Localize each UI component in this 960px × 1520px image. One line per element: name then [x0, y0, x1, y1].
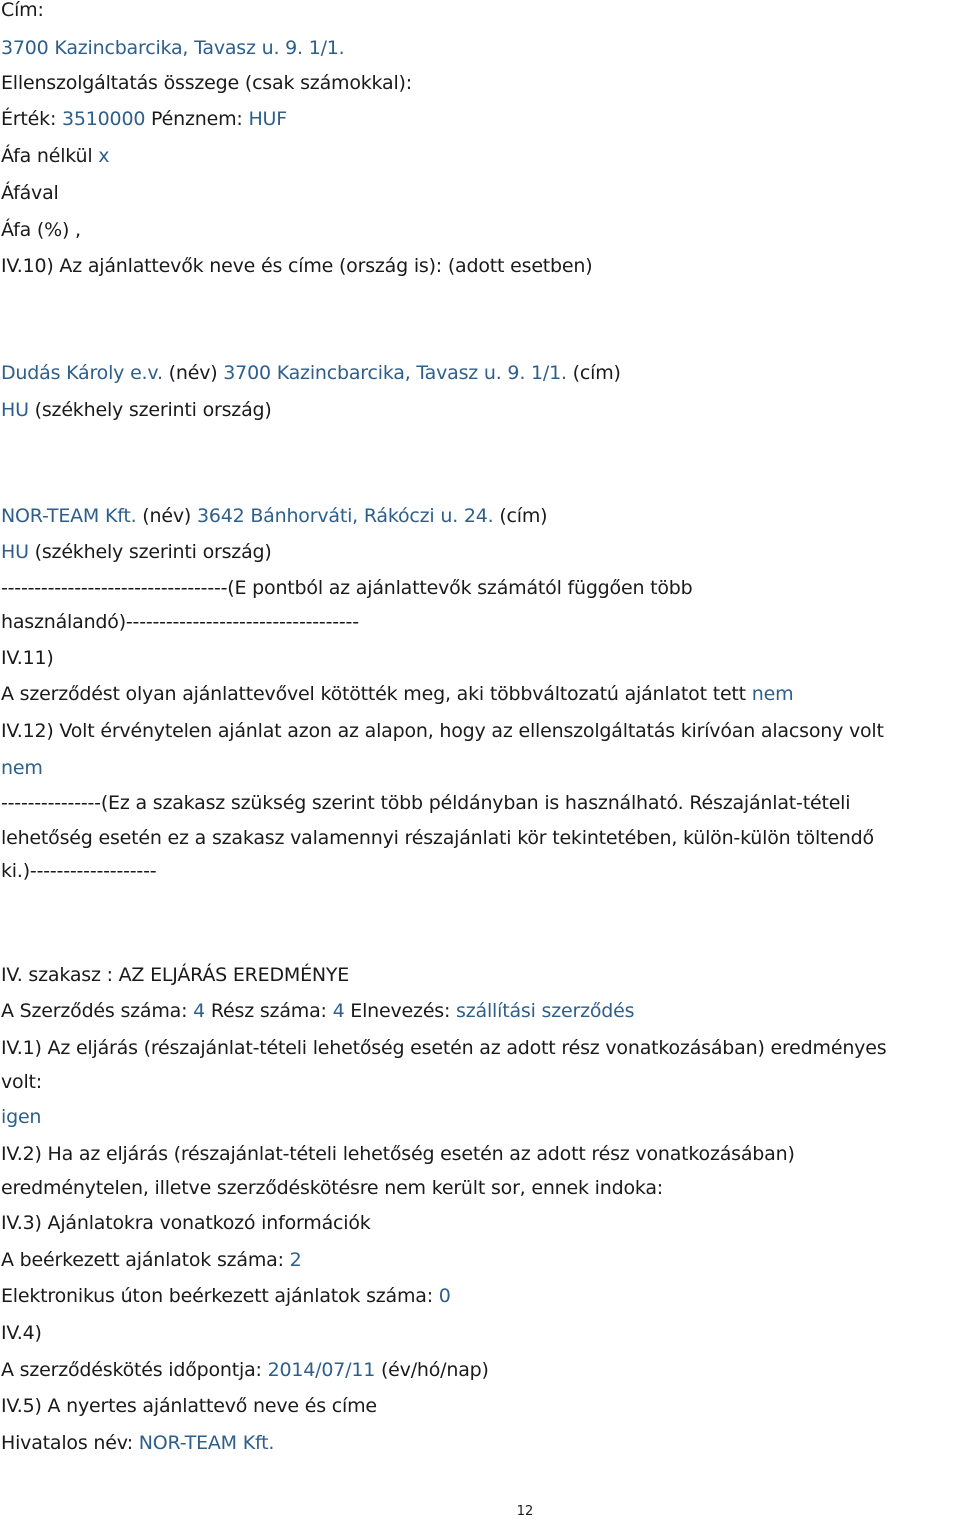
- bidder-1-name-address: Dudás Károly e.v. (név) 3700 Kazincbarcika, Tavasz u. 9. 1/1. (cím): [1, 362, 621, 384]
- page-number: 12: [516, 1504, 534, 1519]
- vat-percent-line: Áfa (%) ,: [1, 219, 81, 241]
- section-note-line-2: lehetőség esetén ez a szakasz valamennyi részajánlati kör tekintetében, külön-külön töltendő: [1, 827, 874, 849]
- section-iv-title: IV. szakasz : AZ ELJÁRÁS EREDMÉNYE: [1, 964, 350, 986]
- consideration-heading: Ellenszolgáltatás összege (csak számokkal):: [1, 72, 412, 94]
- section-iv1-line-1: IV.1) Az eljárás (részajánlat-tételi lehetőség esetén az adott rész vonatkozásában) eredményes: [1, 1037, 887, 1059]
- contract-date-line: A szerződéskötés időpontja: 2014/07/11 (év/hó/nap): [1, 1359, 489, 1381]
- bidder-2-name-address: NOR-TEAM Kft. (név) 3642 Bánhorváti, Rákóczi u. 24. (cím): [1, 505, 548, 527]
- bidder-2-country: HU (székhely szerinti ország): [1, 541, 272, 563]
- section-note-line-1: ---------------(Ez a szakasz szükség szerint több példányban is használható. Részajánlat-tételi: [1, 792, 851, 814]
- section-iv1-answer: igen: [1, 1106, 42, 1128]
- contract-number-line: A Szerződés száma: 4 Rész száma: 4 Elnevezés: szállítási szerződés: [1, 1000, 635, 1022]
- repeat-note-line-1: ----------------------------------(E pontból az ajánlattevők számától függően több: [1, 577, 693, 599]
- address-value: 3700 Kazincbarcika, Tavasz u. 9. 1/1.: [1, 37, 345, 59]
- vat-included-line: Áfával: [1, 182, 59, 204]
- bidder-1-country: HU (székhely szerinti ország): [1, 399, 272, 421]
- section-iv12-heading: IV.12) Volt érvénytelen ajánlat azon az alapon, hogy az ellenszolgáltatás kirívóan alacsony volt: [1, 720, 884, 742]
- variant-offer-line: A szerződést olyan ajánlattevővel kötötték meg, aki többváltozatú ajánlatot tett nem: [1, 683, 794, 705]
- section-iv12-answer: nem: [1, 757, 43, 779]
- section-iv3-heading: IV.3) Ajánlatokra vonatkozó információk: [1, 1212, 371, 1234]
- received-offers-line: A beérkezett ajánlatok száma: 2: [1, 1249, 302, 1271]
- value-currency-line: Érték: 3510000 Pénznem: HUF: [1, 108, 287, 130]
- vat-excluded-line: Áfa nélkül x: [1, 145, 110, 167]
- repeat-note-line-2: használandó)-----------------------------------: [1, 611, 359, 633]
- section-note-line-3: ki.)-------------------: [1, 860, 157, 882]
- section-iv4-heading: IV.4): [1, 1322, 42, 1344]
- address-label: Cím:: [1, 0, 44, 21]
- electronic-offers-line: Elektronikus úton beérkezett ajánlatok száma: 0: [1, 1285, 451, 1307]
- official-name-line: Hivatalos név: NOR-TEAM Kft.: [1, 1432, 275, 1454]
- section-iv2-line-2: eredménytelen, illetve szerződéskötésre nem került sor, ennek indoka:: [1, 1177, 663, 1199]
- section-iv11-heading: IV.11): [1, 647, 54, 669]
- section-iv10-heading: IV.10) Az ajánlattevők neve és címe (ország is): (adott esetben): [1, 255, 593, 277]
- section-iv5-heading: IV.5) A nyertes ajánlattevő neve és címe: [1, 1395, 377, 1417]
- section-iv2-line-1: IV.2) Ha az eljárás (részajánlat-tételi lehetőség esetén az adott rész vonatkozásában): [1, 1143, 795, 1165]
- section-iv1-line-2: volt:: [1, 1071, 42, 1093]
